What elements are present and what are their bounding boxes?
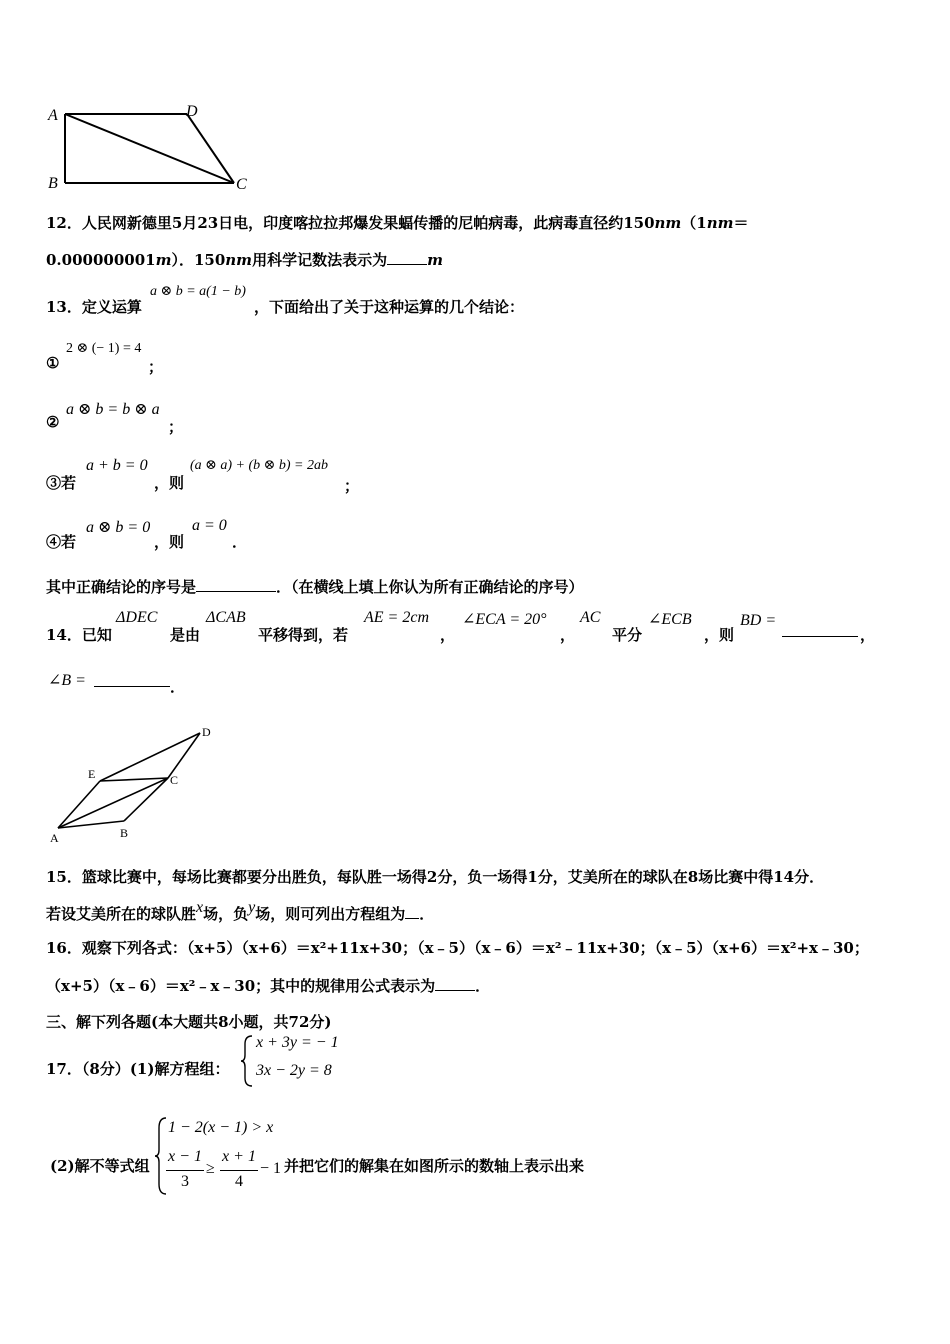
q15-number: 15． [46,868,82,886]
q13-c3-math: (a ⊗ a) + (b ⊗ b) = 2ab [190,458,329,473]
q14-text-1: 已知 [81,626,112,644]
q15-text-2d: ． [419,905,435,923]
q17-part2-end: 并把它们的解集在如图所示的数轴上表示出来 [284,1157,585,1175]
q16-text-1: 观察下列各式：（x+5）（x+6）＝x²+11x+30；（x﹣5）（x﹣6）＝x²﹣11x+30；（x﹣5）（x+6）＝x²+x﹣30； [81,939,869,957]
q17-part1-text: (1)解方程组： [129,1060,230,1078]
q16-line1 [46,937,869,958]
label-c-2: C [170,773,179,787]
q17-eq1: x + 3y = − 1 [256,1034,339,1051]
q14-math-2: ΔCAB [206,609,246,626]
q12-text: 人民网新德里5月23日电，印度喀拉拉邦爆发果蝠传播的尼帕病毒，此病毒直径约150 [81,214,655,232]
q17-frac1-den: 3 [181,1173,189,1190]
q14-number [46,624,112,645]
q14-math-5: AC [580,609,601,626]
q17-number: 17．（8分） [46,1060,130,1078]
q12-unit-end: m [427,251,443,269]
q13-c2-math: a ⊗ b = b ⊗ a [66,401,160,418]
q13-answer-note: ．（在横线上填上你认为所有正确结论的序号） [276,578,584,596]
section-3-heading: 三、解下列各题(本大题共8小题，共72分) [46,1013,332,1031]
q14-num-text: 14． [46,626,82,644]
q12-paren: （1 [681,214,707,232]
q14-math-8: ∠B = [48,672,86,689]
q13-c2-mark: ② [46,413,60,431]
label-d-2: D [202,725,211,739]
q15-var-y: y [248,899,256,916]
q12-eq: ＝ [733,214,749,232]
q17-frac2-den: 4 [235,1173,243,1190]
q13-answer-text: 其中正确结论的序号是 [46,578,197,596]
segment-cd [168,733,200,778]
q13-intro-b: ，下面给出了关于这种运算的几个结论： [254,298,525,316]
q14-text-2: 是由 [170,626,201,644]
q16-end: ． [475,977,491,995]
q14-math-7: BD = [740,612,777,629]
q13-c3-mark: ③若 [46,474,77,492]
q17-eq2: 3x − 2y = 8 [256,1062,332,1079]
label-a-2: A [50,831,59,845]
q14-text-4: 平分 [612,626,643,644]
q13-c4-end: ． [232,533,248,551]
q14-sep-3: ， [860,626,876,644]
q13-c1-end: ； [148,358,164,376]
q12-unit-nm-2: nm [706,214,734,232]
figure-abcd [40,98,260,198]
q17-frac2-bar [220,1170,258,1171]
q14-sep-2: ， [560,626,576,644]
segment-ac-2 [58,778,168,828]
label-e-2: E [88,767,96,781]
q12-number: 12． [46,214,82,232]
q14-math-4: ∠ECA = 20° [462,611,547,628]
q14-end: ． [170,678,186,696]
q14-bd-blank[interactable] [782,622,858,637]
q13-c2-end: ； [168,418,184,436]
q17-frac1-bar [166,1170,204,1171]
q13-definition: a ⊗ b = a(1 − b) [150,284,246,299]
q14-math-1: ΔDEC [116,609,158,626]
q17-frac2-num: x + 1 [222,1148,256,1165]
label-b: B [48,175,58,192]
q14-sep-1: ， [440,626,456,644]
q12-line2 [46,249,443,270]
q15-text-2b: 场，负 [203,905,249,923]
q14-math-3: AE = 2cm [364,609,429,626]
q13-text-a: 定义运算 [81,298,142,316]
label-a: A [48,107,58,124]
q15-text-2a: 若设艾美所在的球队胜 [46,905,197,923]
segment-ab-2 [58,821,124,828]
q17-part1-label [46,1058,229,1079]
q12-value: 0.000000001 [46,251,156,269]
q12-answer-blank[interactable] [387,250,427,265]
q13-c3-end: ； [344,477,360,495]
q13-answer-line [46,576,584,597]
q12-unit-nm: nm [654,214,682,232]
q12-unit-m: m [155,251,172,269]
q15-text-2c: 场，则可列出方程组为 [255,905,406,923]
q16-answer-blank[interactable] [435,976,475,991]
q17-ineq1: 1 − 2(x − 1) > x [168,1119,274,1136]
q15-answer-blank[interactable] [405,904,419,919]
q14-text-5: ，则 [704,626,735,644]
q14-angle-blank[interactable] [94,672,170,687]
q17-minus-one: − 1 [260,1160,282,1177]
q15-line1 [46,866,824,887]
label-d: D [186,103,198,120]
figure-translation [40,718,240,848]
q13-answer-blank[interactable] [196,577,276,592]
q17-geq: ≥ [206,1160,215,1177]
label-c: C [236,176,247,193]
q13-c3-cond: a + b = 0 [86,457,148,474]
q17-part2-label: (2)解不等式组 [50,1157,150,1175]
q15-line2 [46,899,435,924]
segment-ec [100,778,168,781]
q17-frac1-num: x − 1 [168,1148,202,1165]
segment-bc-2 [124,778,168,821]
q13-intro-a [46,296,142,317]
q13-c4-cond: a ⊗ b = 0 [86,519,151,536]
q13-number: 13． [46,298,82,316]
q14-math-6: ∠ECB [648,611,692,628]
segment-ac [65,114,234,183]
q15-text-1: 篮球比赛中，每场比赛都要分出胜负，每队胜一场得2分，负一场得1分，艾美所在的球队在8场比赛中得14分． [81,868,825,886]
q16-text-2: （x+5）（x﹣6）＝x²﹣x﹣30；其中的规律用公式表示为 [46,977,436,995]
q17-brace-1 [240,1034,254,1088]
label-b-2: B [120,826,129,840]
q12-text-c: 用科学记数法表示为 [252,251,388,269]
segment-ed [100,733,200,781]
q12-text-b: ）．150 [171,251,226,269]
q15-var-x: x [196,899,204,916]
q13-c4-then: ，则 [154,533,185,551]
q16-number: 16． [46,939,82,957]
q13-c4-mark: ④若 [46,533,77,551]
q12-line1 [46,212,749,233]
q13-c1-math: 2 ⊗ (− 1) = 4 [66,341,142,356]
q14-text-3: 平移得到，若 [258,626,349,644]
segment-ae [58,781,100,828]
q13-c3-then: ，则 [154,474,185,492]
q16-line2 [46,975,490,996]
q13-c4-math: a = 0 [192,517,227,534]
q13-c1-mark: ① [46,354,60,372]
q12-unit-nm-3: nm [225,251,253,269]
